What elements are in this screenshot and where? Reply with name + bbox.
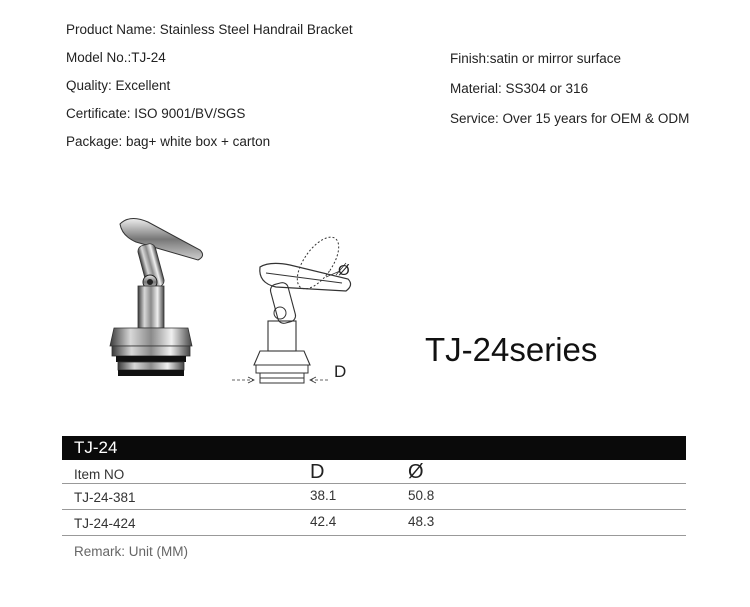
cell-phi: 50.8 xyxy=(408,488,435,503)
spec-product-name: Product Name: Stainless Steel Handrail Bracket xyxy=(66,22,353,37)
spec-quality: Quality: Excellent xyxy=(66,78,171,93)
series-title: TJ-24series xyxy=(425,331,598,368)
spec-material: Material: SS304 or 316 xyxy=(450,81,589,96)
spec-service: Service: Over 15 years for OEM & ODM xyxy=(450,111,690,126)
cell-d: 42.4 xyxy=(310,514,337,529)
table-title-bar xyxy=(62,436,686,460)
table-row xyxy=(62,514,686,540)
spec-model-no: Model No.:TJ-24 xyxy=(66,50,166,65)
table-row xyxy=(62,488,686,514)
cell-phi: 48.3 xyxy=(408,514,435,529)
table-divider xyxy=(62,483,686,484)
table-divider xyxy=(62,509,686,510)
dimension-d-label: D xyxy=(334,362,347,381)
dimension-phi-label: Ø xyxy=(338,262,350,279)
spec-certificate: Certificate: ISO 9001/BV/SGS xyxy=(66,106,246,121)
spec-finish: Finish:satin or mirror surface xyxy=(450,51,622,66)
product-photo xyxy=(100,210,210,390)
technical-drawing xyxy=(230,225,370,395)
remark: Remark: Unit (MM) xyxy=(74,544,188,559)
table-title: TJ-24 xyxy=(74,438,118,457)
cell-item-no: TJ-24-381 xyxy=(74,490,136,505)
header-d: D xyxy=(310,461,325,483)
header-phi: Ø xyxy=(408,461,424,483)
header-item-no: Item NO xyxy=(74,467,125,482)
spec-package: Package: bag+ white box + carton xyxy=(66,134,271,149)
cell-item-no: TJ-24-424 xyxy=(74,516,136,531)
table-divider xyxy=(62,535,686,536)
cell-d: 38.1 xyxy=(310,488,337,503)
